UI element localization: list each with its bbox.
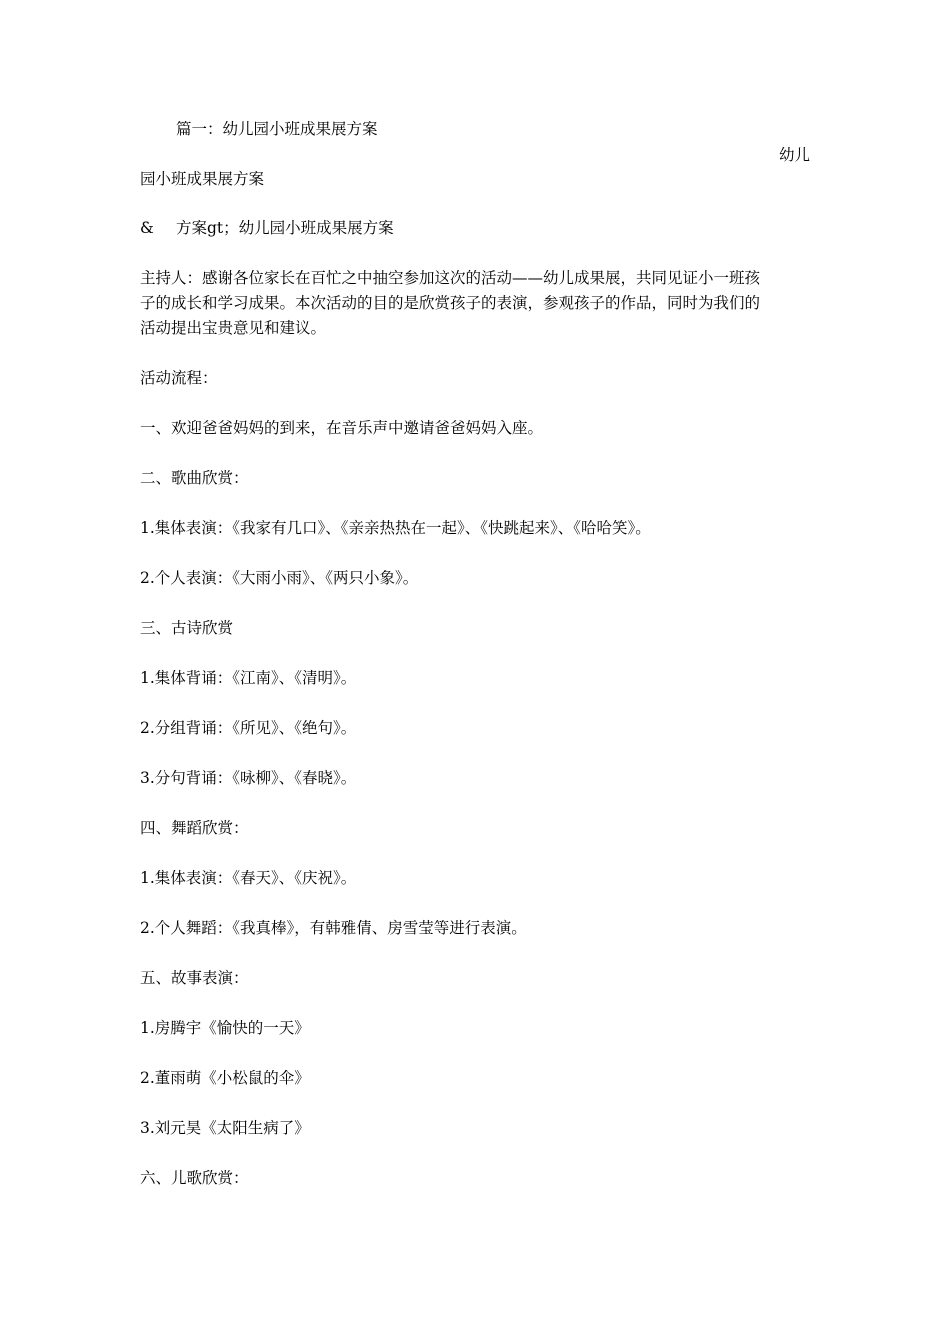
host-paragraph-line-1: 主持人：感谢各位家长在百忙之中抽空参加这次的活动——幼儿成果展，共同见证小一班孩 [140, 269, 761, 287]
list-item: 六、儿歌欣赏： [140, 1169, 249, 1187]
list-item: 四、舞蹈欣赏： [140, 819, 249, 837]
list-item: 2.个人舞蹈：《我真棒》，有韩雅倩、房雪莹等进行表演。 [140, 919, 527, 937]
list-item: 三、古诗欣赏 [140, 619, 234, 637]
process-heading: 活动流程： [140, 369, 218, 387]
list-item: 五、故事表演： [140, 969, 249, 987]
plan-subtitle: 方案gt；幼儿园小班成果展方案 [176, 219, 394, 237]
list-item: 3.分句背诵：《咏柳》、《春晓》。 [140, 769, 357, 787]
title-wrap-right: 幼儿 [778, 146, 810, 164]
host-paragraph-line-3: 活动提出宝贵意见和建议。 [140, 319, 327, 337]
list-item: 1.房腾宇《愉快的一天》 [140, 1019, 310, 1037]
list-item: 二、歌曲欣赏： [140, 469, 249, 487]
list-item: 2.个人表演：《大雨小雨》、《两只小象》。 [140, 569, 419, 587]
list-item: 1.集体表演：《春天》、《庆祝》。 [140, 869, 357, 887]
list-item: 1.集体表演：《我家有几口》、《亲亲热热在一起》、《快跳起来》、《哈哈笑》。 [140, 519, 651, 537]
document-title: 篇一：幼儿园小班成果展方案 [176, 120, 378, 138]
ampersand-symbol: & [140, 219, 154, 237]
title-wrap-left: 园小班成果展方案 [140, 170, 265, 188]
list-item: 3.刘元昊《太阳生病了》 [140, 1119, 310, 1137]
list-item: 一、欢迎爸爸妈妈的到来，在音乐声中邀请爸爸妈妈入座。 [140, 419, 544, 437]
list-item: 2.分组背诵：《所见》、《绝句》。 [140, 719, 357, 737]
list-item: 1.集体背诵：《江南》、《清明》。 [140, 669, 357, 687]
host-paragraph-line-2: 子的成长和学习成果。本次活动的目的是欣赏孩子的表演，参观孩子的作品，同时为我们的 [140, 294, 761, 312]
list-item: 2.董雨萌《小松鼠的伞》 [140, 1069, 310, 1087]
